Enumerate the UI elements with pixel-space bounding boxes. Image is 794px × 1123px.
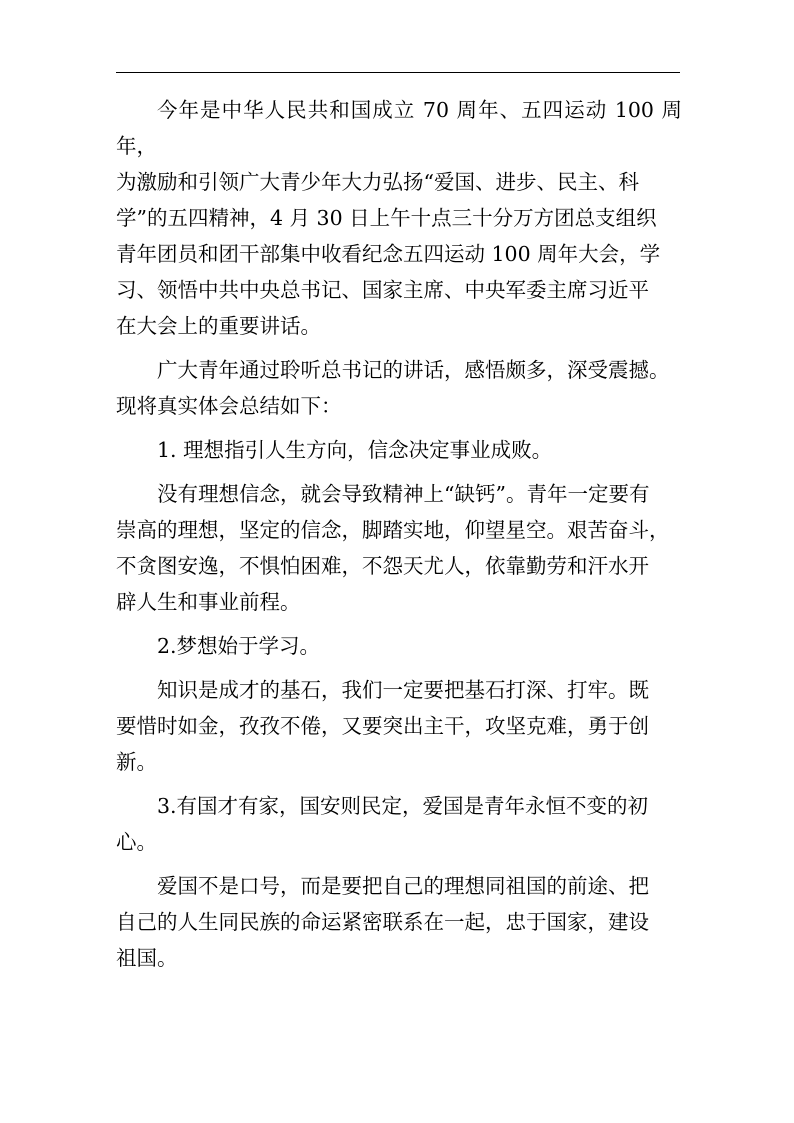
header-rule [116,72,680,73]
intro-paragraph: 今年是中华人民共和国成立 70 周年、五四运动 100 周年， 为激励和引领广大青少年大力弘扬“爱国、进步、民主、科 学”的五四精神，4 月 30 日上午十点三十分万方团总支组织 青年团员和团干部集中收看纪念五四运动 100 周年大会，学 习、领悟中共中央总书记、国家主席、中央军委主席习近平 在大会上的重要讲话。 [116,98,682,338]
section-body-2: 知识是成才的基石，我们一定要把基石打深、打牢。既 要惜时如金，孜孜不倦，又要突出主干，攻坚克难，勇于创 新。 [116,678,649,774]
section-heading-2: 2.梦想始于学习。 [157,634,321,658]
section-heading-3: 3.有国才有家，国安则民定，爱国是青年永恒不变的初 心。 [116,794,649,854]
summary-paragraph: 广大青年通过聆听总书记的讲话，感悟颇多，深受震撼。 现将真实体会总结如下： [116,358,670,418]
section-heading-1: 1. 理想指引人生方向，信念决定事业成败。 [157,438,553,462]
document-body [116,92,682,976]
section-body-3: 爱国不是口号，而是要把自己的理想同祖国的前途、把 自己的人生同民族的命运紧密联系在一起，忠于国家，建设 祖国。 [116,874,649,970]
section-body-1: 没有理想信念，就会导致精神上“缺钙”。青年一定要有 崇高的理想，坚定的信念，脚踏实地，仰望星空。艰苦奋斗， 不贪图安逸，不惧怕困难，不怨天尤人，依靠勤劳和汗水开 辟人生和事业前程。 [116,482,670,614]
